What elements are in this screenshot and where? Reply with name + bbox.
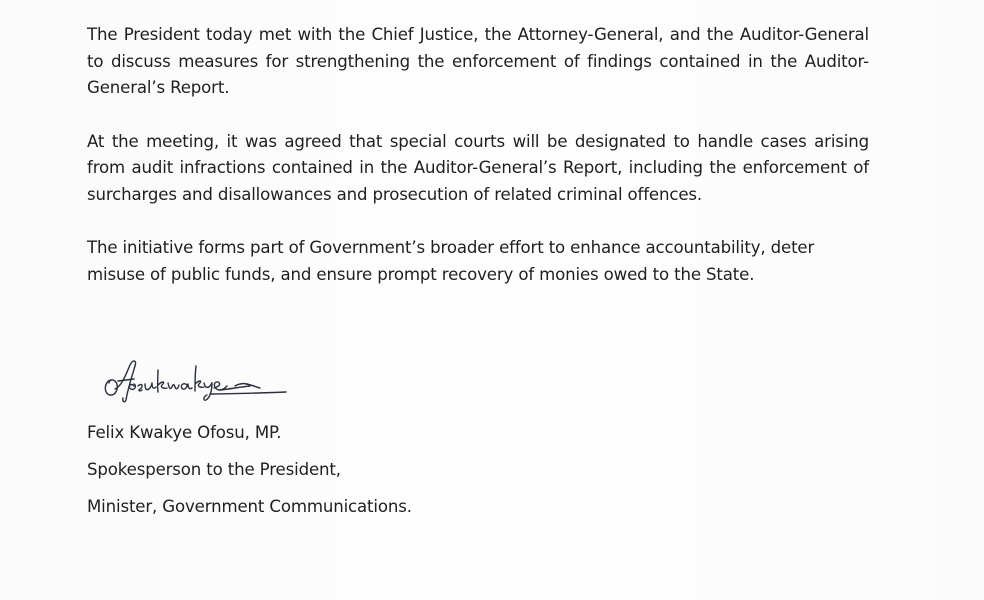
signatory-block (87, 420, 412, 531)
handwritten-signature (100, 356, 290, 404)
paragraph-special-courts: At the meeting, it was agreed that special courts will be designated to handle cases arising from audit infractions contained in the Auditor-General’s Report, including the enforcement of surcharges and disallowances and prosecution of related criminal offences. (87, 131, 869, 204)
paragraph-initiative: The initiative forms part of Government’s broader effort to enhance accountability, deter misuse of public funds, and ensure prompt recovery of monies owed to the State. (87, 238, 815, 284)
signatory-title-minister: Minister, Government Communications. (87, 497, 412, 516)
paragraph-meeting: The President today met with the Chief Justice, the Attorney-General, and the Auditor-General to discuss measures for strengthening the enforcement of findings contained in the Auditor-General’s Report. (87, 25, 869, 97)
signatory-name: Felix Kwakye Ofosu, MP. (87, 423, 282, 442)
press-release-body (87, 22, 869, 288)
signatory-title-spokesperson: Spokesperson to the President, (87, 460, 341, 479)
